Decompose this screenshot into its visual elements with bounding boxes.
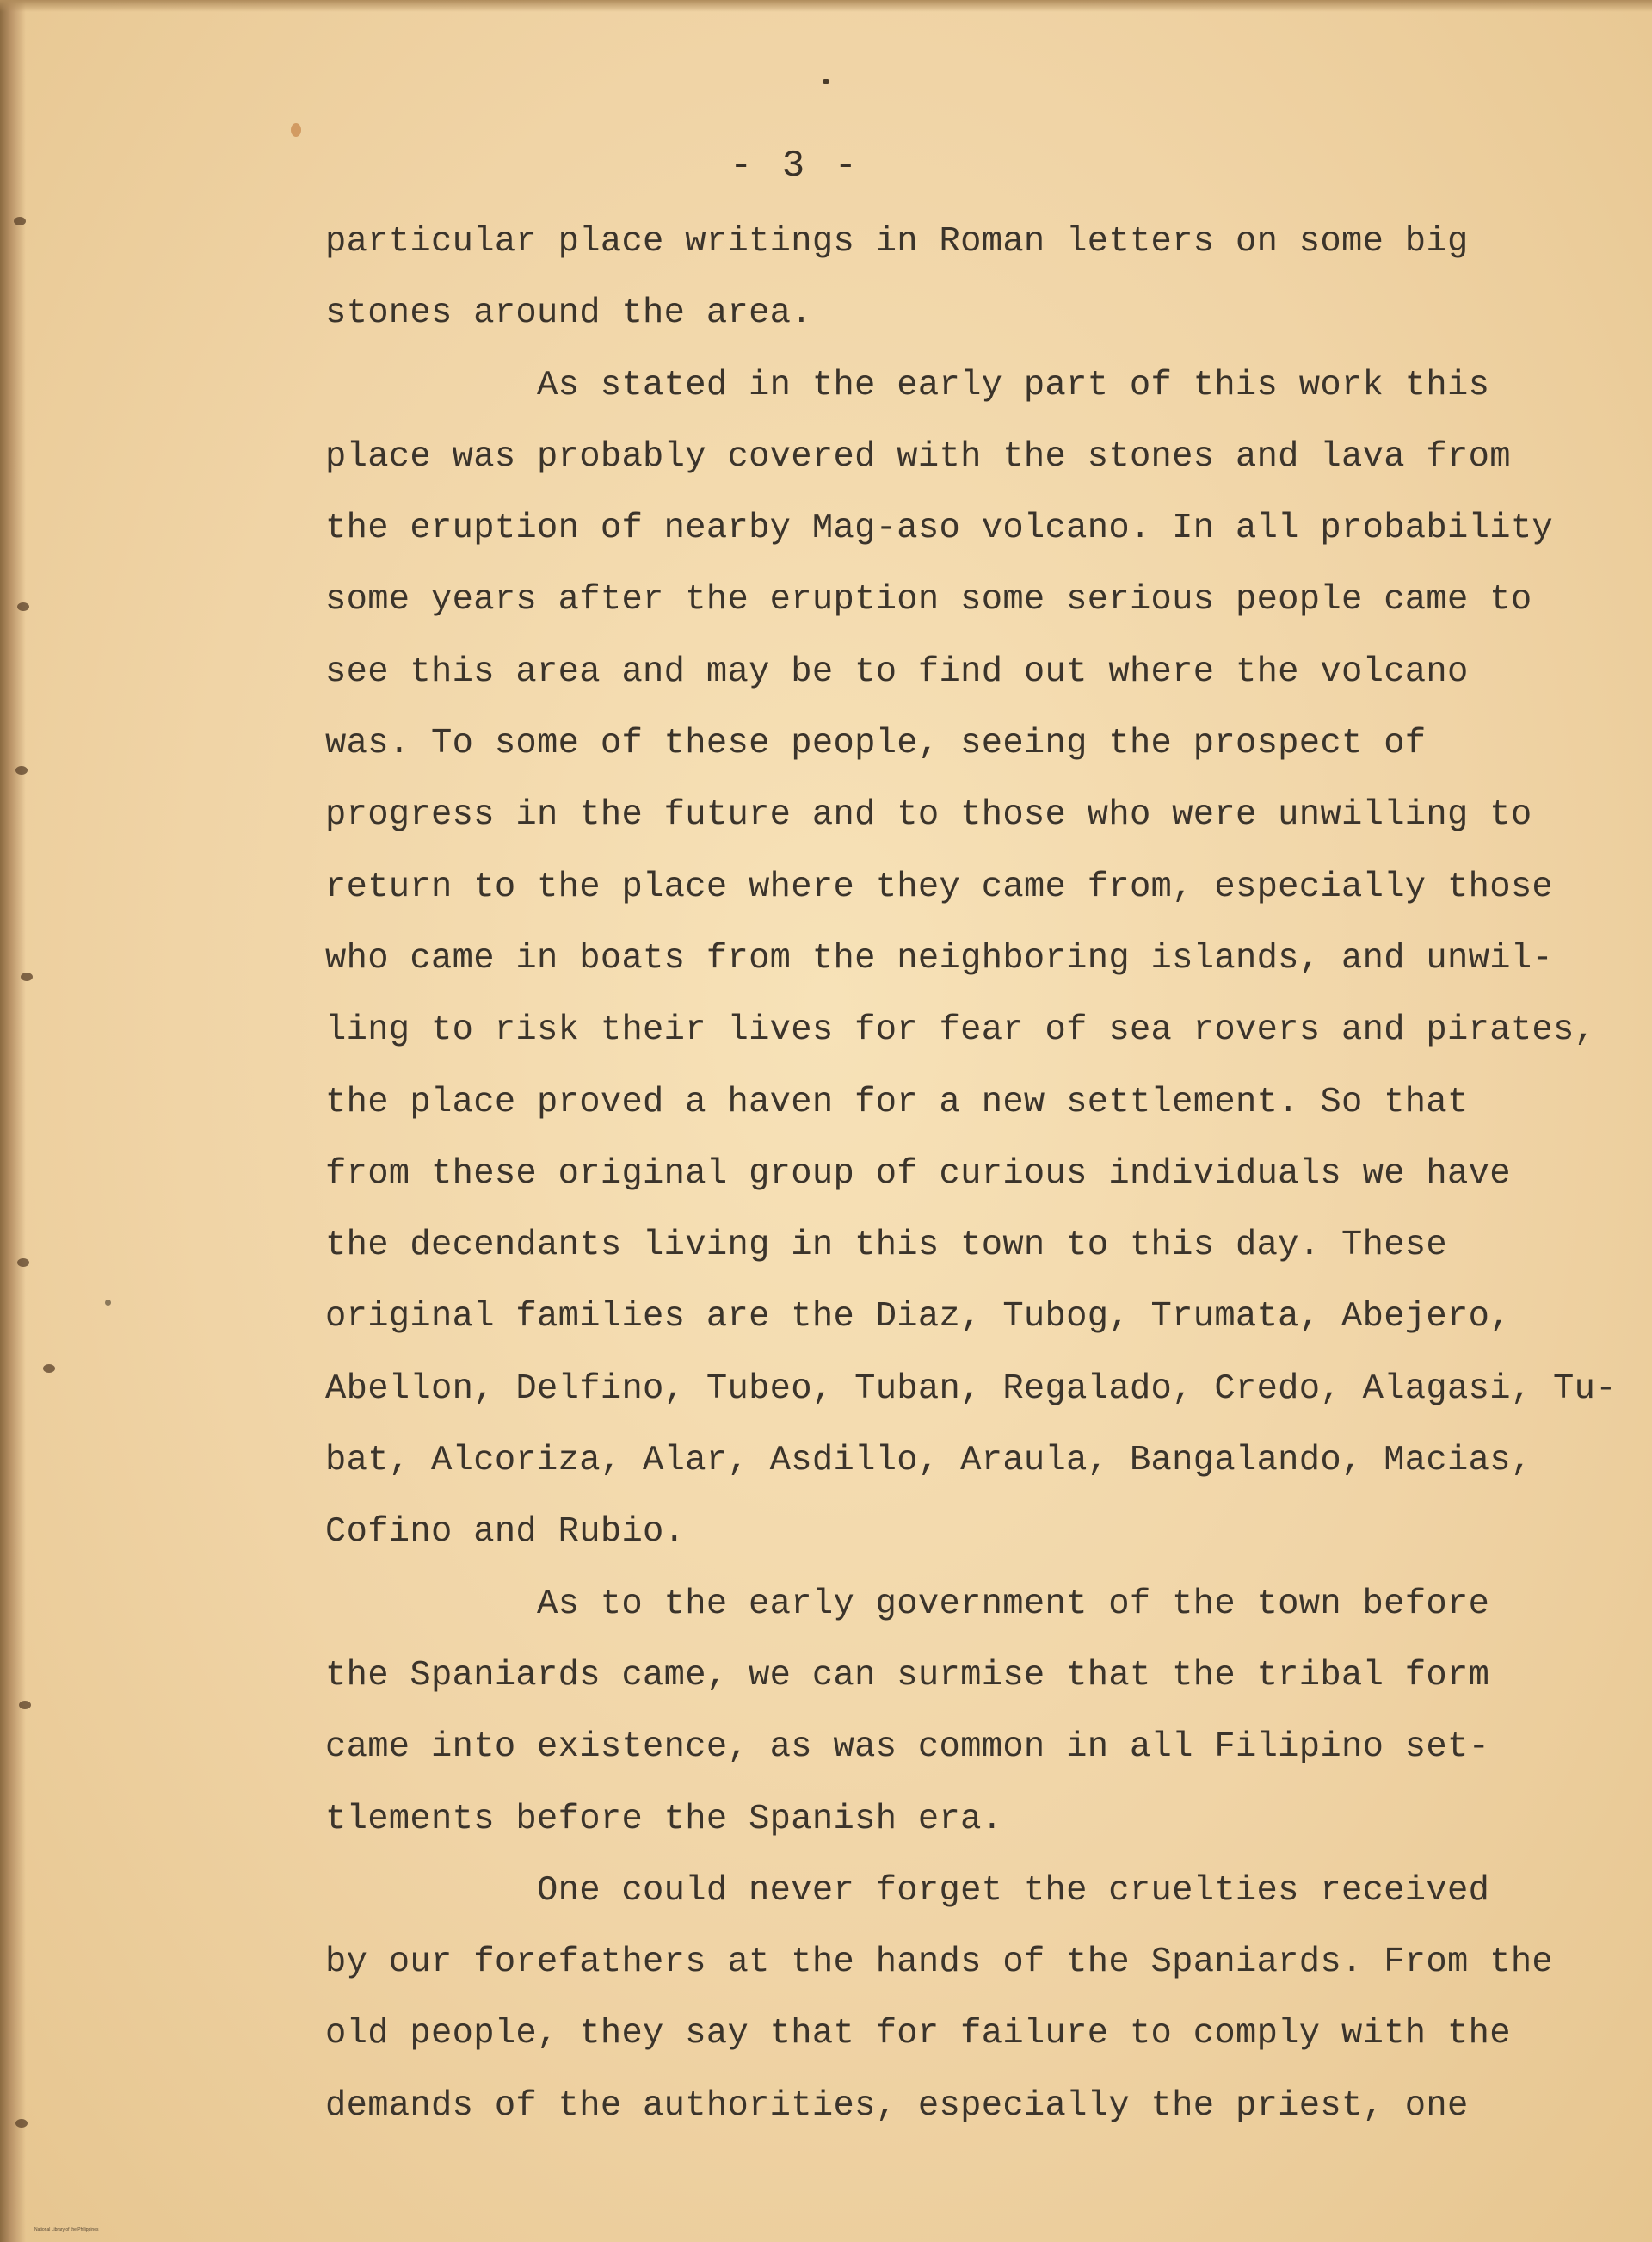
paper-stain <box>105 1300 111 1306</box>
text-line: As to the early government of the town before <box>537 1584 1490 1624</box>
text-line: who came in boats from the neighboring islands, and unwil- <box>325 938 1554 979</box>
text-line: was. To some of these people, seeing the prospect of <box>325 724 1427 764</box>
binding-mark <box>15 2119 28 2128</box>
text-line: the eruption of nearby Mag-aso volcano. In all probability <box>325 509 1554 549</box>
text-line: by our forefathers at the hands of the Spaniards. From the <box>325 1942 1554 1983</box>
text-line: the decendants living in this town to this day. These <box>325 1226 1448 1266</box>
text-line: Cofino and Rubio. <box>325 1512 686 1553</box>
text-line: from these original group of curious individuals we have <box>325 1153 1511 1194</box>
text-line: As stated in the early part of this work this <box>537 365 1490 405</box>
text-line: came into existence, as was common in all Filipino set- <box>325 1727 1490 1768</box>
paper-top-edge <box>0 0 1652 12</box>
text-line: the Spaniards came, we can surmise that the tribal form <box>325 1655 1490 1695</box>
text-line: stones around the area. <box>325 293 812 334</box>
text-line: see this area and may be to find out where the volcano <box>325 652 1469 692</box>
text-line: original families are the Diaz, Tubog, Trumata, Abejero, <box>325 1297 1511 1337</box>
text-line: some years after the eruption some serious people came to <box>325 580 1532 621</box>
text-line: One could never forget the cruelties received <box>537 1870 1490 1911</box>
paper-left-edge <box>0 0 26 2242</box>
binding-mark <box>14 217 26 225</box>
page-number: - 3 - <box>730 145 861 188</box>
scan-dust-mark <box>823 79 829 84</box>
text-line: the place proved a haven for a new settlement. So that <box>325 1082 1469 1122</box>
text-line: particular place writings in Roman letters on some big <box>325 222 1469 262</box>
binding-mark <box>15 766 28 775</box>
text-line: place was probably covered with the stones and lava from <box>325 436 1511 477</box>
document-body <box>325 207 1616 2142</box>
binding-mark <box>19 1701 31 1709</box>
text-line: demands of the authorities, especially the priest, one <box>325 2085 1469 2126</box>
text-line: progress in the future and to those who were unwilling to <box>325 795 1532 836</box>
text-line: old people, they say that for failure to comply with the <box>325 2014 1511 2054</box>
binding-mark <box>17 1258 29 1267</box>
text-line: bat, Alcoriza, Alar, Asdillo, Araula, Bangalando, Macias, <box>325 1441 1532 1481</box>
binding-mark <box>21 973 33 981</box>
text-line: ling to risk their lives for fear of sea rovers and pirates, <box>325 1010 1596 1051</box>
text-line: return to the place where they came from, especially those <box>325 867 1554 907</box>
text-line: Abellon, Delfino, Tubeo, Tuban, Regalado, Credo, Alagasi, Tu- <box>325 1368 1617 1409</box>
paper-stain <box>291 123 301 137</box>
footer-credit: National Library of the Philippines <box>34 2227 99 2233</box>
binding-mark <box>17 602 29 611</box>
text-line: tlements before the Spanish era. <box>325 1799 1003 1839</box>
binding-mark <box>43 1364 55 1373</box>
